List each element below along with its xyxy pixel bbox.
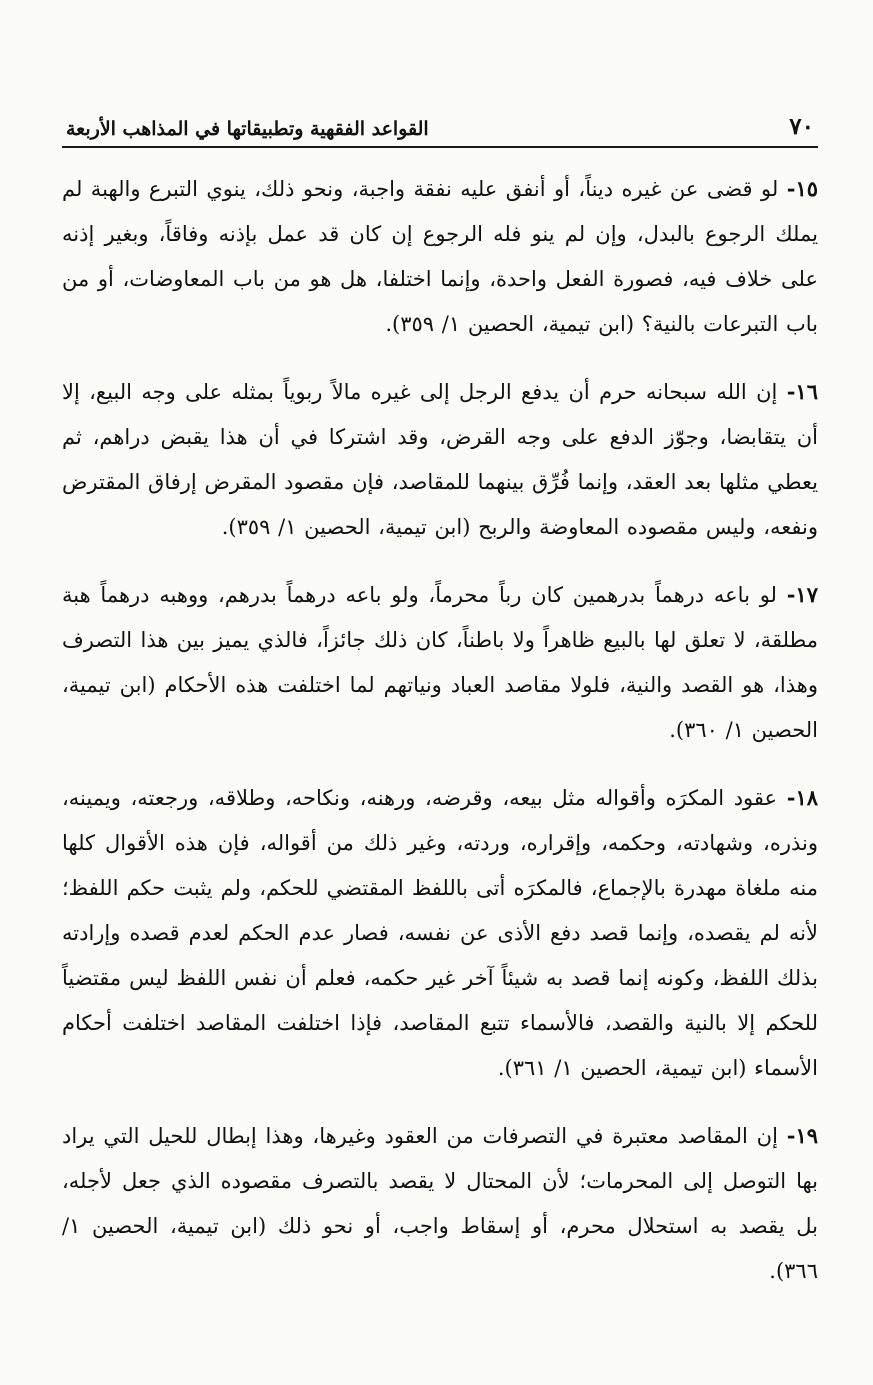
rule-number: ١٩- bbox=[786, 1123, 818, 1148]
running-header bbox=[62, 100, 818, 148]
rule-number: ١٨- bbox=[786, 785, 818, 810]
rule-text: عقود المكرَه وأقواله مثل بيعه، وقرضه، ورهنه، ونكاحه، وطلاقه، ورجعته، ويمينه، ونذره، وشهادته، وحكمه، وإقراره، وردته، وغير ذلك من أقواله، فإن هذه الأقوال كلها منه ملغاة مهدرة بالإجماع، فالمكرَه أتى باللفظ المقتضي للحكم، ولم يثبت حكم اللفظ؛ لأنه لم يقصده، وإنما قصد دفع الأذى عن نفسه، فصار عدم الحكم لعدم قصده وإرادته بذلك اللفظ، وكونه إنما قصد به شيئاً آخر غير حكمه، فعلم أن نفس اللفظ ليس مقتضياً للحكم إلا بالنية والقصد، فالأسماء تتبع المقاصد، فإذا اختلفت المقاصد اختلفت أحكام الأسماء (ابن تيمية، الحصين ١/ ٣٦١). bbox=[62, 786, 818, 1080]
rule-number: ١٥- bbox=[786, 176, 818, 201]
book-title: القواعد الفقهية وتطبيقاتها في المذاهب الأربعة bbox=[66, 118, 429, 140]
rule-paragraph-18 bbox=[62, 775, 818, 1091]
rule-number: ١٧- bbox=[786, 582, 818, 607]
rule-paragraph-17 bbox=[62, 572, 818, 753]
rule-text: إن المقاصد معتبرة في التصرفات من العقود وغيرها، وهذا إبطال للحيل التي يراد بها التوصل إلى المحرمات؛ لأن المحتال لا يقصد بالتصرف مقصوده الذي جعل لأجله، بل يقصد به استحلال محرم، أو إسقاط واجب، أو نحو ذلك (ابن تيمية، الحصين ١/ ٣٦٦). bbox=[62, 1124, 818, 1283]
rule-paragraph-19 bbox=[62, 1113, 818, 1294]
rule-text: لو باعه درهماً بدرهمين كان رباً محرماً، ولو باعه درهماً بدرهم، ووهبه درهماً هبة مطلقة، لا تعلق لها بالبيع ظاهراً ولا باطناً، كان ذلك جائزاً، فالذي يميز بين هذا التصرف وهذا، هو القصد والنية، فلولا مقاصد العباد ونياتهم لما اختلفت هذه الأحكام (ابن تيمية، الحصين ١/ ٣٦٠). bbox=[62, 583, 818, 742]
rule-text: لو قضى عن غيره ديناً، أو أنفق عليه نفقة واجبة، ونحو ذلك، ينوي التبرع والهبة لم يملك الرجوع بالبدل، وإن لم ينو فله الرجوع إن كان قد عمل بإذنه وفاقاً، وبغير إذنه على خلاف فيه، فصورة الفعل واحدة، وإنما اختلفا، هل هو من باب المعاوضات، أو من باب التبرعات بالنية؟ (ابن تيمية، الحصين ١/ ٣٥٩). bbox=[62, 177, 818, 336]
rule-paragraph-15 bbox=[62, 166, 818, 347]
rule-number: ١٦- bbox=[786, 379, 818, 404]
rule-paragraph-16 bbox=[62, 369, 818, 550]
page-body bbox=[62, 166, 818, 1294]
book-page bbox=[62, 100, 818, 1316]
rule-text: إن الله سبحانه حرم أن يدفع الرجل إلى غيره مالاً ربوياً بمثله على وجه البيع، إلا أن يتقابضا، وجوّز الدفع على وجه القرض، وقد اشتركا في أن هذا يقبض دراهم، ثم يعطي مثلها بعد العقد، وإنما فُرِّق بينهما للمقاصد، فإن مقصود المقرض إرفاق المقترض ونفعه، وليس مقصوده المعاوضة والربح (ابن تيمية، الحصين ١/ ٣٥٩). bbox=[62, 380, 818, 539]
page-number: ٧٠ bbox=[789, 113, 814, 140]
